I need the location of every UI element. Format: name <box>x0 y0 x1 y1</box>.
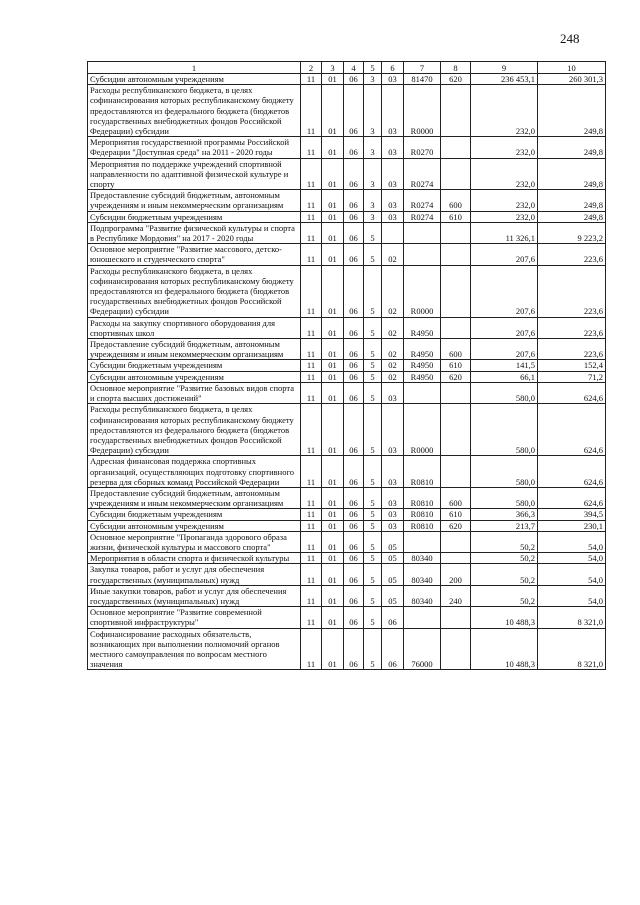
code-pp: 01 <box>322 509 344 520</box>
code-pp: 01 <box>322 371 344 382</box>
code-expense-type <box>441 222 471 243</box>
amount-year-2: 8 321,0 <box>538 628 606 670</box>
code-subprogram: 5 <box>364 265 382 317</box>
row-description: Субсидии бюджетным учреждениям <box>88 211 301 222</box>
table-row <box>88 520 606 531</box>
table-row <box>88 244 606 265</box>
code-expense-type: 240 <box>441 585 471 606</box>
code-event: 03 <box>382 509 404 520</box>
code-direction: R0270 <box>404 137 441 158</box>
code-gp: 11 <box>301 628 322 670</box>
amount-year-1: 207,6 <box>471 265 538 317</box>
amount-year-1: 207,6 <box>471 244 538 265</box>
code-direction <box>404 607 441 628</box>
code-section: 06 <box>344 137 364 158</box>
code-event: 02 <box>382 317 404 338</box>
code-section: 06 <box>344 404 364 456</box>
code-expense-type <box>441 456 471 488</box>
code-subprogram: 5 <box>364 244 382 265</box>
code-pp: 01 <box>322 222 344 243</box>
code-pp: 01 <box>322 211 344 222</box>
amount-year-1: 11 326,1 <box>471 222 538 243</box>
code-event: 03 <box>382 74 404 85</box>
row-description: Мероприятия государственной программы Российской Федерации "Доступная среда" на 2011 - 2020 годы <box>88 137 301 158</box>
code-subprogram: 5 <box>364 382 382 403</box>
code-subprogram: 3 <box>364 190 382 211</box>
code-event: 02 <box>382 244 404 265</box>
row-description: Софинансирование расходных обязательств, возникающих при выполнении полномочий органов местного самоуправления по вопросам местного значения <box>88 628 301 670</box>
code-gp: 11 <box>301 456 322 488</box>
code-event: 03 <box>382 487 404 508</box>
amount-year-2: 624,6 <box>538 382 606 403</box>
amount-year-2: 624,6 <box>538 456 606 488</box>
code-gp: 11 <box>301 371 322 382</box>
code-event: 03 <box>382 85 404 137</box>
code-direction <box>404 222 441 243</box>
code-event: 05 <box>382 585 404 606</box>
table-row <box>88 339 606 360</box>
table-row <box>88 509 606 520</box>
amount-year-2: 223,6 <box>538 317 606 338</box>
code-subprogram: 5 <box>364 553 382 564</box>
code-gp: 11 <box>301 585 322 606</box>
code-expense-type <box>441 265 471 317</box>
code-subprogram: 5 <box>364 339 382 360</box>
code-section: 06 <box>344 371 364 382</box>
code-section: 06 <box>344 190 364 211</box>
amount-year-1: 66,1 <box>471 371 538 382</box>
code-section: 06 <box>344 509 364 520</box>
column-number: 7 <box>404 62 441 74</box>
table-row <box>88 382 606 403</box>
code-expense-type <box>441 382 471 403</box>
amount-year-2: 223,6 <box>538 265 606 317</box>
code-subprogram: 5 <box>364 487 382 508</box>
code-subprogram: 3 <box>364 74 382 85</box>
amount-year-2: 260 301,3 <box>538 74 606 85</box>
column-number: 6 <box>382 62 404 74</box>
amount-year-1: 580,0 <box>471 404 538 456</box>
budget-table <box>87 61 606 670</box>
amount-year-2: 249,8 <box>538 190 606 211</box>
table-row <box>88 553 606 564</box>
code-event: 03 <box>382 137 404 158</box>
amount-year-1: 50,2 <box>471 553 538 564</box>
code-direction: R0000 <box>404 404 441 456</box>
row-description: Расходы республиканского бюджета, в целях софинансирования которых республиканскому бюджету предоставляются из федерального бюджета (бюджетов государственных внебюджетных фондов Российской Федерации) субсидии <box>88 404 301 456</box>
code-expense-type: 600 <box>441 339 471 360</box>
code-subprogram: 3 <box>364 211 382 222</box>
code-event: 02 <box>382 371 404 382</box>
code-gp: 11 <box>301 85 322 137</box>
table-row <box>88 74 606 85</box>
code-expense-type <box>441 607 471 628</box>
code-subprogram: 5 <box>364 509 382 520</box>
code-gp: 11 <box>301 222 322 243</box>
code-direction: 76000 <box>404 628 441 670</box>
code-event: 03 <box>382 158 404 190</box>
code-expense-type: 600 <box>441 487 471 508</box>
code-pp: 01 <box>322 487 344 508</box>
code-expense-type: 620 <box>441 74 471 85</box>
table-row <box>88 265 606 317</box>
code-direction: R0810 <box>404 520 441 531</box>
code-event: 05 <box>382 564 404 585</box>
code-pp: 01 <box>322 404 344 456</box>
table-row <box>88 158 606 190</box>
amount-year-2: 54,0 <box>538 585 606 606</box>
amount-year-1: 213,7 <box>471 520 538 531</box>
code-direction <box>404 531 441 552</box>
amount-year-2: 249,8 <box>538 211 606 222</box>
code-subprogram: 5 <box>364 404 382 456</box>
row-description: Основное мероприятие "Пропаганда здорового образа жизни, физической культуры и массового спорта" <box>88 531 301 552</box>
code-gp: 11 <box>301 244 322 265</box>
amount-year-1: 10 488,3 <box>471 628 538 670</box>
code-direction: R0274 <box>404 158 441 190</box>
row-description: Предоставление субсидий бюджетным, автономным учреждениям и иным некоммерческим организациям <box>88 190 301 211</box>
code-event: 03 <box>382 456 404 488</box>
code-gp: 11 <box>301 607 322 628</box>
row-description: Субсидии автономным учреждениям <box>88 371 301 382</box>
code-direction: R0810 <box>404 456 441 488</box>
amount-year-1: 580,0 <box>471 487 538 508</box>
row-description: Предоставление субсидий бюджетным, автономным учреждениям и иным некоммерческим организациям <box>88 487 301 508</box>
code-event: 03 <box>382 190 404 211</box>
code-direction: R0000 <box>404 265 441 317</box>
table-row <box>88 190 606 211</box>
code-direction: R4950 <box>404 371 441 382</box>
code-pp: 01 <box>322 85 344 137</box>
code-pp: 01 <box>322 531 344 552</box>
amount-year-1: 10 488,3 <box>471 607 538 628</box>
code-section: 06 <box>344 585 364 606</box>
amount-year-1: 141,5 <box>471 360 538 371</box>
code-pp: 01 <box>322 317 344 338</box>
code-event: 02 <box>382 339 404 360</box>
row-description: Основное мероприятие "Развитие массового, детско-юношеского и студенческого спорта" <box>88 244 301 265</box>
code-pp: 01 <box>322 360 344 371</box>
code-expense-type: 200 <box>441 564 471 585</box>
code-direction: R0810 <box>404 509 441 520</box>
code-subprogram: 5 <box>364 222 382 243</box>
code-expense-type: 610 <box>441 211 471 222</box>
page-number: 248 <box>560 31 580 46</box>
table-row <box>88 531 606 552</box>
table-body <box>88 74 606 670</box>
code-gp: 11 <box>301 211 322 222</box>
amount-year-2: 230,1 <box>538 520 606 531</box>
code-direction: 80340 <box>404 553 441 564</box>
code-subprogram: 5 <box>364 317 382 338</box>
code-subprogram: 3 <box>364 137 382 158</box>
code-gp: 11 <box>301 158 322 190</box>
amount-year-1: 50,2 <box>471 585 538 606</box>
code-pp: 01 <box>322 628 344 670</box>
code-section: 06 <box>344 360 364 371</box>
code-expense-type: 620 <box>441 371 471 382</box>
code-section: 06 <box>344 520 364 531</box>
amount-year-2: 8 321,0 <box>538 607 606 628</box>
table-row <box>88 211 606 222</box>
code-section: 06 <box>344 265 364 317</box>
code-event: 05 <box>382 531 404 552</box>
amount-year-1: 207,6 <box>471 317 538 338</box>
amount-year-2: 249,8 <box>538 85 606 137</box>
row-description: Иные закупки товаров, работ и услуг для обеспечения государственных (муниципальных) нужд <box>88 585 301 606</box>
amount-year-2: 249,8 <box>538 137 606 158</box>
code-expense-type <box>441 317 471 338</box>
column-number: 2 <box>301 62 322 74</box>
code-direction: R4950 <box>404 317 441 338</box>
code-section: 06 <box>344 211 364 222</box>
code-direction: R4950 <box>404 339 441 360</box>
code-event: 02 <box>382 360 404 371</box>
row-description: Субсидии автономным учреждениям <box>88 520 301 531</box>
code-section: 06 <box>344 74 364 85</box>
code-event: 03 <box>382 520 404 531</box>
amount-year-1: 580,0 <box>471 382 538 403</box>
code-pp: 01 <box>322 244 344 265</box>
row-description: Закупка товаров, работ и услуг для обеспечения государственных (муниципальных) нужд <box>88 564 301 585</box>
code-section: 06 <box>344 85 364 137</box>
code-event: 02 <box>382 265 404 317</box>
code-event: 03 <box>382 211 404 222</box>
code-gp: 11 <box>301 487 322 508</box>
code-event: 03 <box>382 382 404 403</box>
code-expense-type <box>441 628 471 670</box>
code-subprogram: 5 <box>364 607 382 628</box>
amount-year-1: 50,2 <box>471 564 538 585</box>
code-gp: 11 <box>301 531 322 552</box>
code-pp: 01 <box>322 607 344 628</box>
code-section: 06 <box>344 244 364 265</box>
row-description: Расходы республиканского бюджета, в целях софинансирования которых республиканскому бюджету предоставляются из федерального бюджета (бюджетов государственных внебюджетных фондов Российской Федерации) субсидии <box>88 85 301 137</box>
code-section: 06 <box>344 456 364 488</box>
code-expense-type <box>441 158 471 190</box>
code-pp: 01 <box>322 158 344 190</box>
table-row <box>88 317 606 338</box>
code-subprogram: 5 <box>364 564 382 585</box>
code-event: 03 <box>382 404 404 456</box>
code-direction: 80340 <box>404 564 441 585</box>
code-pp: 01 <box>322 585 344 606</box>
column-number-row <box>88 62 606 74</box>
code-subprogram: 5 <box>364 531 382 552</box>
code-subprogram: 5 <box>364 371 382 382</box>
code-pp: 01 <box>322 339 344 360</box>
amount-year-1: 232,0 <box>471 158 538 190</box>
code-expense-type <box>441 137 471 158</box>
code-pp: 01 <box>322 137 344 158</box>
row-description: Предоставление субсидий бюджетным, автономным учреждениям и иным некоммерческим организациям <box>88 339 301 360</box>
code-pp: 01 <box>322 564 344 585</box>
code-pp: 01 <box>322 190 344 211</box>
code-pp: 01 <box>322 456 344 488</box>
amount-year-1: 50,2 <box>471 531 538 552</box>
code-direction: 81470 <box>404 74 441 85</box>
row-description: Основное мероприятие "Развитие базовых видов спорта и спорта высших достижений" <box>88 382 301 403</box>
row-description: Адресная финансовая поддержка спортивных организаций, осуществляющих подготовку спортивного резерва для сборных команд Российской Федерации <box>88 456 301 488</box>
code-direction <box>404 382 441 403</box>
code-subprogram: 5 <box>364 585 382 606</box>
column-number: 10 <box>538 62 606 74</box>
code-pp: 01 <box>322 520 344 531</box>
amount-year-2: 71,2 <box>538 371 606 382</box>
code-section: 06 <box>344 553 364 564</box>
code-expense-type: 610 <box>441 360 471 371</box>
code-direction: R0810 <box>404 487 441 508</box>
code-section: 06 <box>344 607 364 628</box>
code-pp: 01 <box>322 74 344 85</box>
code-direction: R0274 <box>404 190 441 211</box>
table-row <box>88 371 606 382</box>
amount-year-2: 152,4 <box>538 360 606 371</box>
amount-year-2: 9 223,2 <box>538 222 606 243</box>
column-number: 8 <box>441 62 471 74</box>
amount-year-2: 54,0 <box>538 553 606 564</box>
amount-year-1: 232,0 <box>471 137 538 158</box>
code-expense-type <box>441 531 471 552</box>
code-gp: 11 <box>301 520 322 531</box>
code-expense-type: 610 <box>441 509 471 520</box>
row-description: Мероприятия в области спорта и физической культуры <box>88 553 301 564</box>
code-section: 06 <box>344 222 364 243</box>
code-gp: 11 <box>301 190 322 211</box>
code-subprogram: 3 <box>364 158 382 190</box>
code-direction: R4950 <box>404 360 441 371</box>
table-row <box>88 564 606 585</box>
row-description: Подпрограмма "Развитие физической культуры и спорта в Республике Мордовия" на 2017 - 2020 годы <box>88 222 301 243</box>
column-number: 9 <box>471 62 538 74</box>
table-row <box>88 628 606 670</box>
table-row <box>88 487 606 508</box>
code-section: 06 <box>344 487 364 508</box>
code-direction: R0000 <box>404 85 441 137</box>
code-subprogram: 5 <box>364 520 382 531</box>
table-row <box>88 137 606 158</box>
row-description: Субсидии автономным учреждениям <box>88 74 301 85</box>
code-gp: 11 <box>301 509 322 520</box>
code-section: 06 <box>344 564 364 585</box>
row-description: Субсидии бюджетным учреждениям <box>88 360 301 371</box>
code-pp: 01 <box>322 553 344 564</box>
code-section: 06 <box>344 382 364 403</box>
amount-year-2: 624,6 <box>538 404 606 456</box>
row-description: Расходы на закупку спортивного оборудования для спортивных школ <box>88 317 301 338</box>
code-section: 06 <box>344 317 364 338</box>
code-expense-type <box>441 404 471 456</box>
row-description: Основное мероприятие "Развитие современной спортивной инфраструктуры" <box>88 607 301 628</box>
amount-year-1: 236 453,1 <box>471 74 538 85</box>
table-row <box>88 404 606 456</box>
code-subprogram: 3 <box>364 85 382 137</box>
code-pp: 01 <box>322 382 344 403</box>
code-expense-type: 620 <box>441 520 471 531</box>
amount-year-2: 223,6 <box>538 244 606 265</box>
table-row <box>88 585 606 606</box>
code-section: 06 <box>344 628 364 670</box>
amount-year-1: 207,6 <box>471 339 538 360</box>
code-event <box>382 222 404 243</box>
code-gp: 11 <box>301 339 322 360</box>
code-gp: 11 <box>301 317 322 338</box>
code-expense-type: 600 <box>441 190 471 211</box>
code-subprogram: 5 <box>364 628 382 670</box>
code-gp: 11 <box>301 137 322 158</box>
code-pp: 01 <box>322 265 344 317</box>
table-row <box>88 222 606 243</box>
amount-year-1: 232,0 <box>471 85 538 137</box>
table-row <box>88 360 606 371</box>
table-row <box>88 85 606 137</box>
amount-year-1: 366,3 <box>471 509 538 520</box>
code-gp: 11 <box>301 360 322 371</box>
column-number: 4 <box>344 62 364 74</box>
code-section: 06 <box>344 339 364 360</box>
amount-year-1: 580,0 <box>471 456 538 488</box>
amount-year-2: 394,5 <box>538 509 606 520</box>
row-description: Мероприятия по поддержке учреждений спортивной направленности по адаптивной физической культуре и спорту <box>88 158 301 190</box>
code-expense-type <box>441 244 471 265</box>
code-event: 06 <box>382 628 404 670</box>
amount-year-2: 54,0 <box>538 564 606 585</box>
code-subprogram: 5 <box>364 456 382 488</box>
column-number: 1 <box>88 62 301 74</box>
amount-year-2: 624,6 <box>538 487 606 508</box>
table-row <box>88 456 606 488</box>
code-direction <box>404 244 441 265</box>
code-gp: 11 <box>301 382 322 403</box>
amount-year-1: 232,0 <box>471 190 538 211</box>
code-section: 06 <box>344 531 364 552</box>
column-number: 5 <box>364 62 382 74</box>
column-number: 3 <box>322 62 344 74</box>
code-gp: 11 <box>301 265 322 317</box>
amount-year-2: 223,6 <box>538 339 606 360</box>
code-direction: R0274 <box>404 211 441 222</box>
code-gp: 11 <box>301 404 322 456</box>
code-subprogram: 5 <box>364 360 382 371</box>
amount-year-1: 232,0 <box>471 211 538 222</box>
row-description: Расходы республиканского бюджета, в целях софинансирования которых республиканскому бюджету предоставляются из федерального бюджета (бюджетов государственных внебюджетных фондов Российской Федерации) субсидии <box>88 265 301 317</box>
code-section: 06 <box>344 158 364 190</box>
code-expense-type <box>441 85 471 137</box>
row-description: Субсидии бюджетным учреждениям <box>88 509 301 520</box>
code-expense-type <box>441 553 471 564</box>
code-event: 06 <box>382 607 404 628</box>
table-row <box>88 607 606 628</box>
amount-year-2: 249,8 <box>538 158 606 190</box>
code-gp: 11 <box>301 74 322 85</box>
code-direction: 80340 <box>404 585 441 606</box>
code-gp: 11 <box>301 564 322 585</box>
code-gp: 11 <box>301 553 322 564</box>
amount-year-2: 54,0 <box>538 531 606 552</box>
code-event: 05 <box>382 553 404 564</box>
